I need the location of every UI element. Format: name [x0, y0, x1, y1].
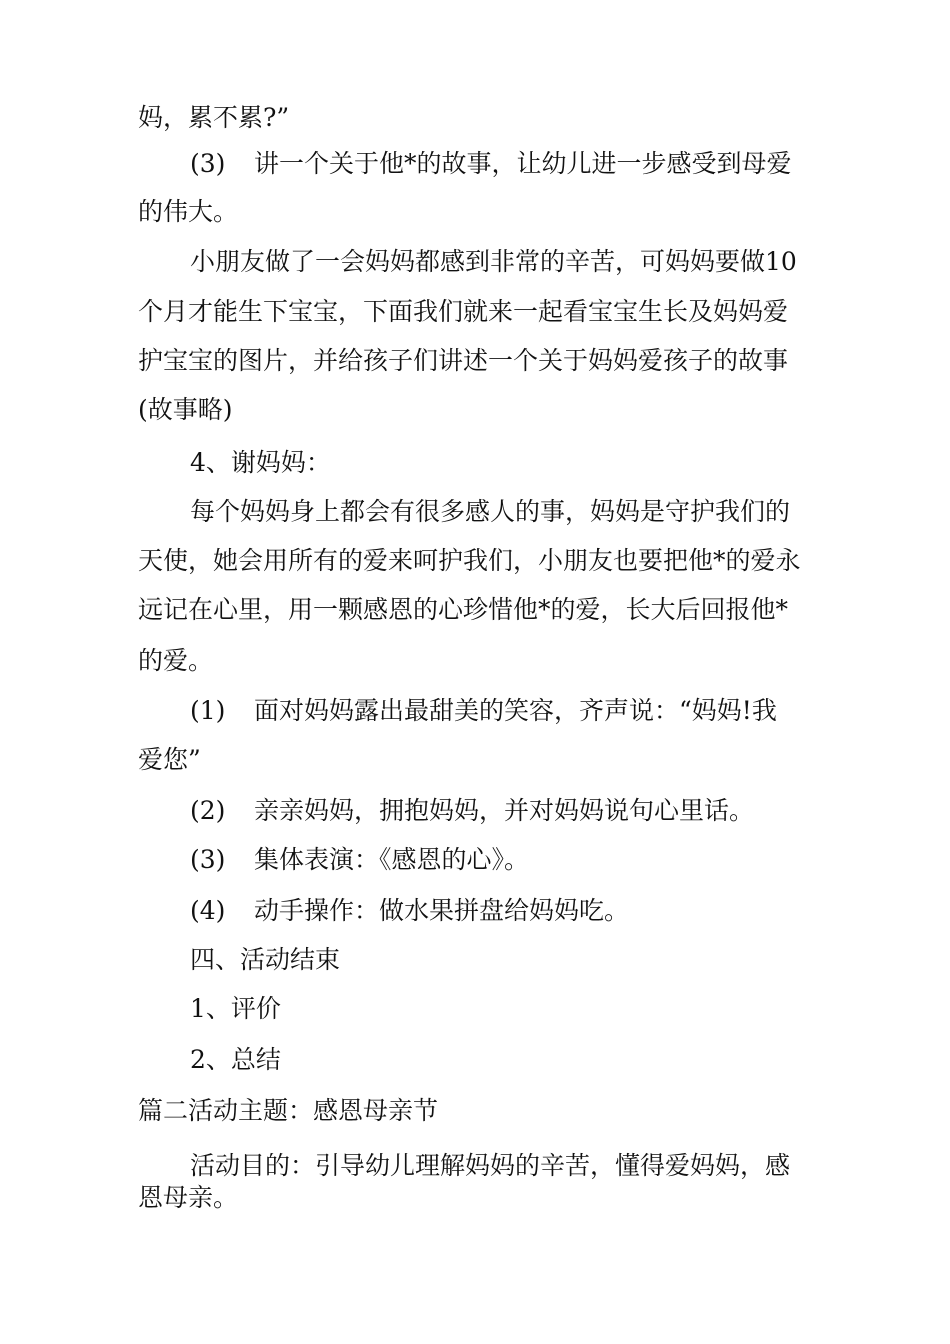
text-line: (故事略)	[138, 395, 233, 424]
list-item: 1、评价	[190, 994, 281, 1023]
list-item	[190, 796, 754, 826]
text-line: 的爱。	[138, 646, 214, 675]
list-marker: (4)	[190, 896, 226, 925]
text-line: 个月才能生下宝宝，下面我们就来一起看宝宝生长及妈妈爱	[138, 297, 789, 326]
list-item-text: 讲一个关于他*的故事，让幼儿进一步感受到母爱	[254, 149, 792, 178]
text-line: 妈，累不累?”	[138, 103, 290, 132]
list-item	[190, 149, 792, 179]
list-item-text: 动手操作：做水果拼盘给妈妈吃。	[254, 896, 630, 925]
text-line: 的伟大。	[138, 197, 239, 226]
paragraph-start: 小朋友做了一会妈妈都感到非常的辛苦，可妈妈要做10	[190, 247, 797, 276]
list-item	[190, 696, 777, 726]
section-heading: 四、活动结束	[190, 945, 341, 974]
list-item-text: 集体表演：《感恩的心》。	[254, 845, 530, 874]
list-marker: (2)	[190, 796, 226, 825]
section-heading: 4、谢妈妈：	[190, 448, 331, 477]
list-marker: (3)	[190, 845, 226, 874]
list-marker: (1)	[190, 696, 226, 725]
list-item: 2、总结	[190, 1045, 281, 1074]
text-line: 护宝宝的图片，并给孩子们讲述一个关于妈妈爱孩子的故事	[138, 346, 789, 375]
list-item-text: 亲亲妈妈，拥抱妈妈，并对妈妈说句心里话。	[254, 796, 755, 825]
text-line: 爱您”	[138, 745, 201, 774]
paragraph-start: 每个妈妈身上都会有很多感人的事，妈妈是守护我们的	[190, 497, 791, 526]
text-line: 恩母亲。	[138, 1183, 239, 1212]
list-item	[190, 896, 629, 926]
list-item-text: 面对妈妈露出最甜美的笑容，齐声说：“妈妈!我	[254, 696, 777, 725]
list-item	[190, 845, 529, 875]
text-line: 天使，她会用所有的爱来呵护我们，小朋友也要把他*的爱永	[138, 546, 801, 575]
list-marker: (3)	[190, 149, 226, 178]
chapter-heading: 篇二活动主题：感恩母亲节	[138, 1096, 439, 1125]
paragraph-start: 活动目的：引导幼儿理解妈妈的辛苦，懂得爱妈妈，感	[190, 1151, 791, 1180]
text-line: 远记在心里，用一颗感恩的心珍惜他*的爱，长大后回报他*	[138, 595, 789, 624]
